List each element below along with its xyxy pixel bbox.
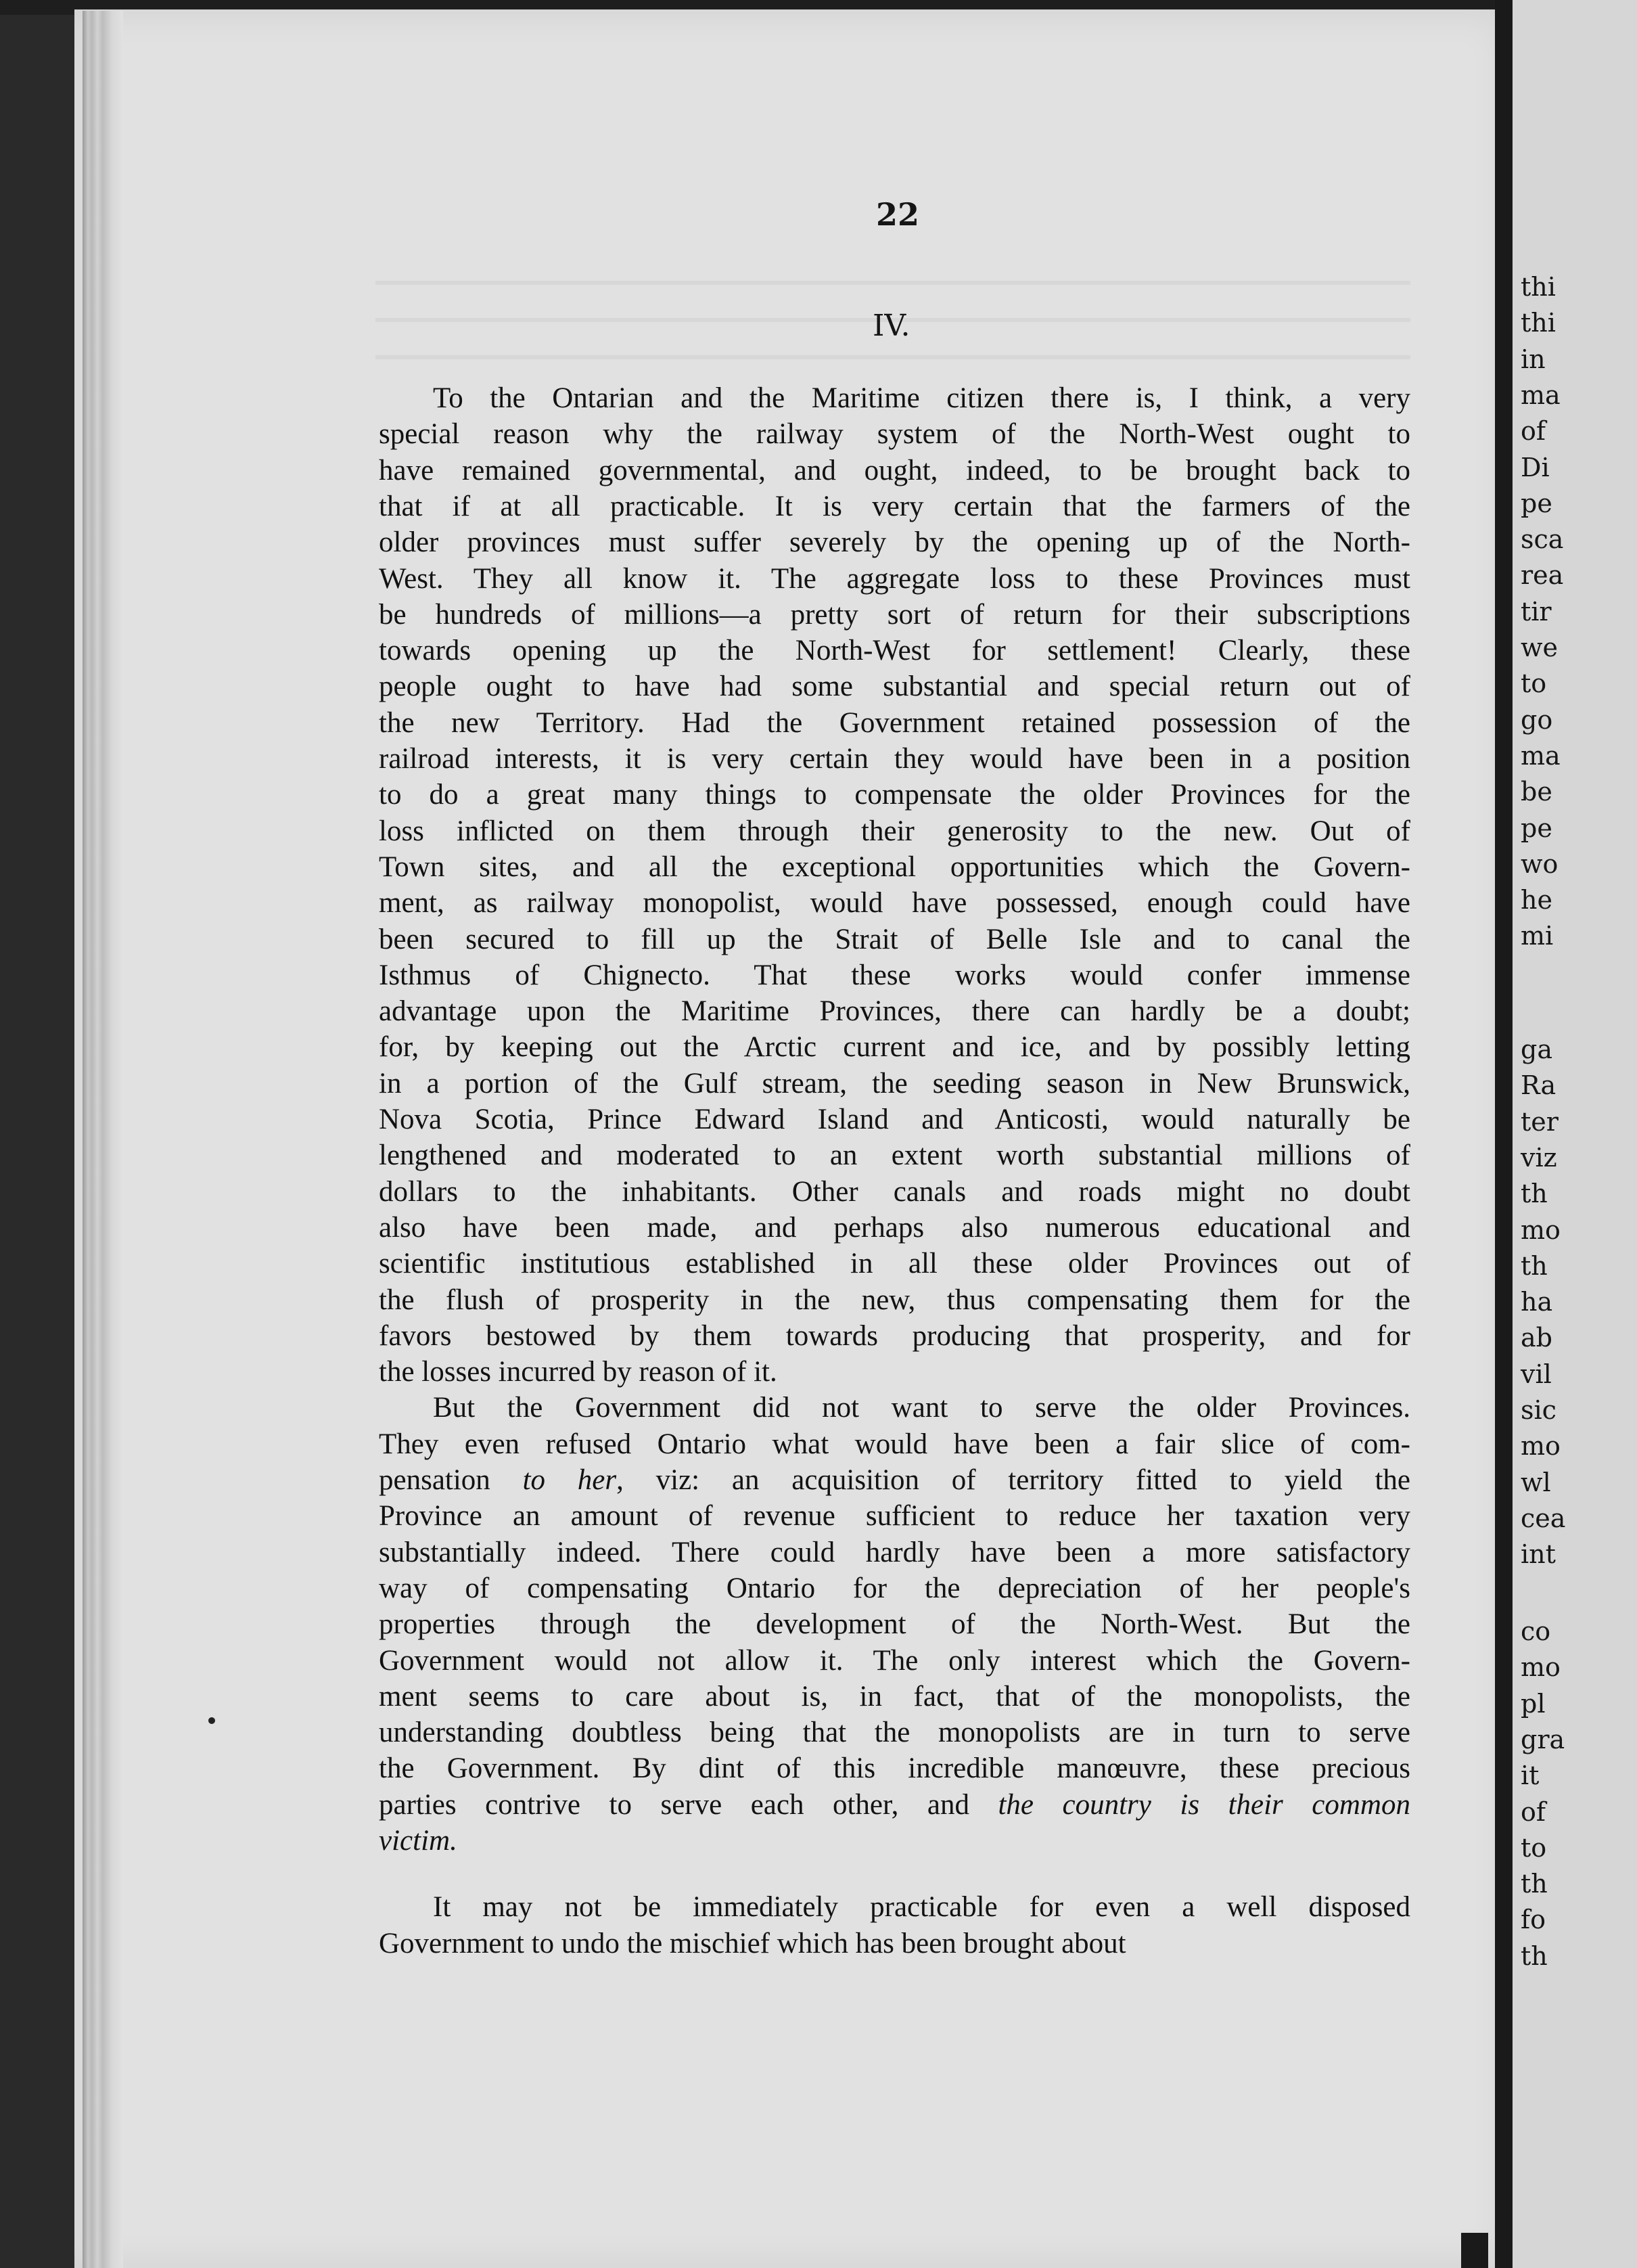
facing-page-text-fragment: ab <box>1521 1323 1552 1353</box>
text-line: But the Government did not want to serve the older Provinces. <box>433 1392 1410 1424</box>
facing-page-text-fragment: th <box>1521 1250 1548 1281</box>
text-line: ment seems to care about is, in fact, that of the monopolists, the <box>379 1680 1410 1713</box>
text-line: Government to undo the mischief which has been brought about <box>379 1927 1126 1959</box>
text-line: that if at all practicable. It is very certain that the farmers of the <box>379 490 1410 522</box>
text-line: pensation to her, viz: an acquisition of territory fitted to yield the <box>379 1464 1410 1496</box>
text-line: towards opening up the North-West for settlement! Clearly, these <box>379 635 1410 667</box>
facing-page-text-fragment: thi <box>1521 308 1556 338</box>
text-line: advantage upon the Maritime Provinces, there can hardly be a doubt; <box>379 995 1410 1028</box>
text-line: West. They all know it. The aggregate loss to these Provinces must <box>379 562 1410 595</box>
facing-page-text-fragment: mo <box>1521 1652 1561 1683</box>
facing-page-text-fragment: sca <box>1521 524 1564 555</box>
facing-page-text-fragment: tir <box>1521 596 1552 627</box>
facing-page-text-fragment: wo <box>1521 848 1559 879</box>
facing-page-text-fragment: th <box>1521 1869 1548 1899</box>
facing-page-text-fragment: sic <box>1521 1395 1557 1425</box>
facing-page-text-fragment: Di <box>1521 452 1550 482</box>
facing-page-text-fragment: th <box>1521 1941 1548 1971</box>
facing-page-text-fragment: vil <box>1521 1359 1552 1389</box>
facing-page-text-fragment: mi <box>1521 921 1554 951</box>
facing-page-text-fragment: to <box>1521 668 1547 699</box>
facing-page-text-fragment: ga <box>1521 1035 1552 1064</box>
text-line: the flush of prosperity in the new, thus compensating them for the <box>379 1284 1410 1316</box>
facing-page-text-fragment: it <box>1521 1761 1540 1791</box>
facing-page-text-fragment: in <box>1521 344 1546 374</box>
section-heading: IV. <box>873 309 910 343</box>
text-line: the new Territory. Had the Government retained possession of the <box>379 706 1410 739</box>
facing-page-text-fragment: pe <box>1521 488 1552 518</box>
facing-page-text-fragment: Ra <box>1521 1070 1557 1101</box>
text-line: loss inflicted on them through their generosity to the new. Out of <box>379 815 1410 847</box>
page-binding-edge <box>83 11 123 2268</box>
facing-page-text-fragment: to <box>1521 1832 1547 1863</box>
text-line: for, by keeping out the Arctic current and ice, and by possibly letting <box>379 1031 1410 1064</box>
facing-page-text-fragment: mo <box>1521 1215 1561 1245</box>
scan-artifact <box>1461 2233 1488 2268</box>
text-line: in a portion of the Gulf stream, the seeding season in New Brunswick, <box>379 1067 1410 1099</box>
facing-page-text-fragment: be <box>1521 777 1552 807</box>
facing-page-text-fragment: go <box>1521 704 1553 735</box>
facing-page-text-fragment: pe <box>1521 813 1552 843</box>
text-line: properties through the development of the North-West. But the <box>379 1608 1410 1641</box>
book-gutter <box>1495 0 1513 2268</box>
text-line: Government would not allow it. The only interest which the Govern- <box>379 1644 1410 1677</box>
facing-page-text-fragment: of <box>1521 1796 1546 1827</box>
facing-page-text-fragment: cea <box>1521 1503 1566 1533</box>
text-line: victim. <box>379 1825 457 1857</box>
print-speck <box>208 1717 215 1724</box>
facing-page-text-fragment: co <box>1521 1616 1551 1646</box>
facing-page-text-fragment: gra <box>1521 1724 1565 1754</box>
text-line: special reason why the railway system of the North-West ought to <box>379 418 1410 451</box>
text-line: Province an amount of revenue sufficient to reduce her taxation very <box>379 1500 1410 1533</box>
text-line: lengthened and moderated to an extent worth substantial millions of <box>379 1139 1410 1172</box>
text-line: Nova Scotia, Prince Edward Island and Anticosti, would naturally be <box>379 1104 1410 1135</box>
facing-page-text-fragment: fo <box>1521 1905 1546 1935</box>
text-line: the losses incurred by reason of it. <box>379 1356 777 1388</box>
text-line: scientific institutious established in all these older Provinces out of <box>379 1248 1410 1280</box>
show-through <box>375 355 1410 359</box>
page-number: 22 <box>876 196 920 233</box>
text-line: the Government. By dint of this incredible manœuvre, these precious <box>379 1752 1410 1785</box>
facing-page-text-fragment: ma <box>1521 380 1561 410</box>
text-line: people ought to have had some substantial and special return out of <box>379 671 1410 703</box>
text-line: favors bestowed by them towards producing that prosperity, and for <box>379 1319 1410 1352</box>
text-line: They even refused Ontario what would have been a fair slice of com- <box>379 1428 1410 1460</box>
facing-page-text-fragment: pl <box>1521 1688 1546 1719</box>
text-line: dollars to the inhabitants. Other canals and roads might no doubt <box>379 1175 1410 1208</box>
facing-page-text-fragment: rea <box>1521 560 1564 591</box>
facing-page-text-fragment: we <box>1521 633 1559 662</box>
facing-page-text-fragment: mo <box>1521 1431 1561 1461</box>
facing-page-text-fragment: viz <box>1521 1142 1557 1173</box>
facing-page-text-fragment: th <box>1521 1179 1548 1209</box>
show-through <box>375 281 1410 285</box>
text-line: It may not be immediately practicable for even a well disposed <box>433 1891 1410 1924</box>
facing-page-text-fragment: of <box>1521 416 1546 447</box>
facing-page-text-fragment: ma <box>1521 740 1561 771</box>
text-line: also have been made, and perhaps also numerous educational and <box>379 1211 1410 1244</box>
text-line: understanding doubtless being that the monopolists are in turn to serve <box>379 1717 1410 1749</box>
facing-page-text-fragment: ha <box>1521 1287 1553 1317</box>
text-line: ment, as railway monopolist, would have possessed, enough could have <box>379 887 1410 920</box>
text-line: parties contrive to serve each other, and the country is their common <box>379 1788 1410 1821</box>
text-line: railroad interests, it is very certain they would have been in a position <box>379 743 1410 775</box>
text-line: be hundreds of millions—a pretty sort of return for their subscriptions <box>379 598 1410 631</box>
facing-page-text-fragment: he <box>1521 885 1552 915</box>
text-line: older provinces must suffer severely by the opening up of the North- <box>379 526 1410 559</box>
text-line: to do a great many things to compensate the older Provinces for the <box>379 779 1410 811</box>
facing-page-text-fragment: thi <box>1521 272 1556 302</box>
facing-page-text-fragment: ter <box>1521 1106 1559 1137</box>
text-line: substantially indeed. There could hardly have been a more satisfactory <box>379 1536 1410 1568</box>
text-line: To the Ontarian and the Maritime citizen there is, I think, a very <box>433 382 1410 414</box>
text-line: have remained governmental, and ought, indeed, to be brought back to <box>379 454 1410 486</box>
text-line: way of compensating Ontario for the depreciation of her people's <box>379 1572 1410 1604</box>
facing-page-text-fragment: wl <box>1521 1467 1551 1497</box>
facing-page-text-fragment: int <box>1521 1539 1556 1570</box>
facing-page-edge <box>1513 0 1637 2268</box>
text-line: Town sites, and all the exceptional opportunities which the Govern- <box>379 850 1410 883</box>
text-line: been secured to fill up the Strait of Belle Isle and to canal the <box>379 923 1410 955</box>
text-line: Isthmus of Chignecto. That these works would confer immense <box>379 959 1410 991</box>
